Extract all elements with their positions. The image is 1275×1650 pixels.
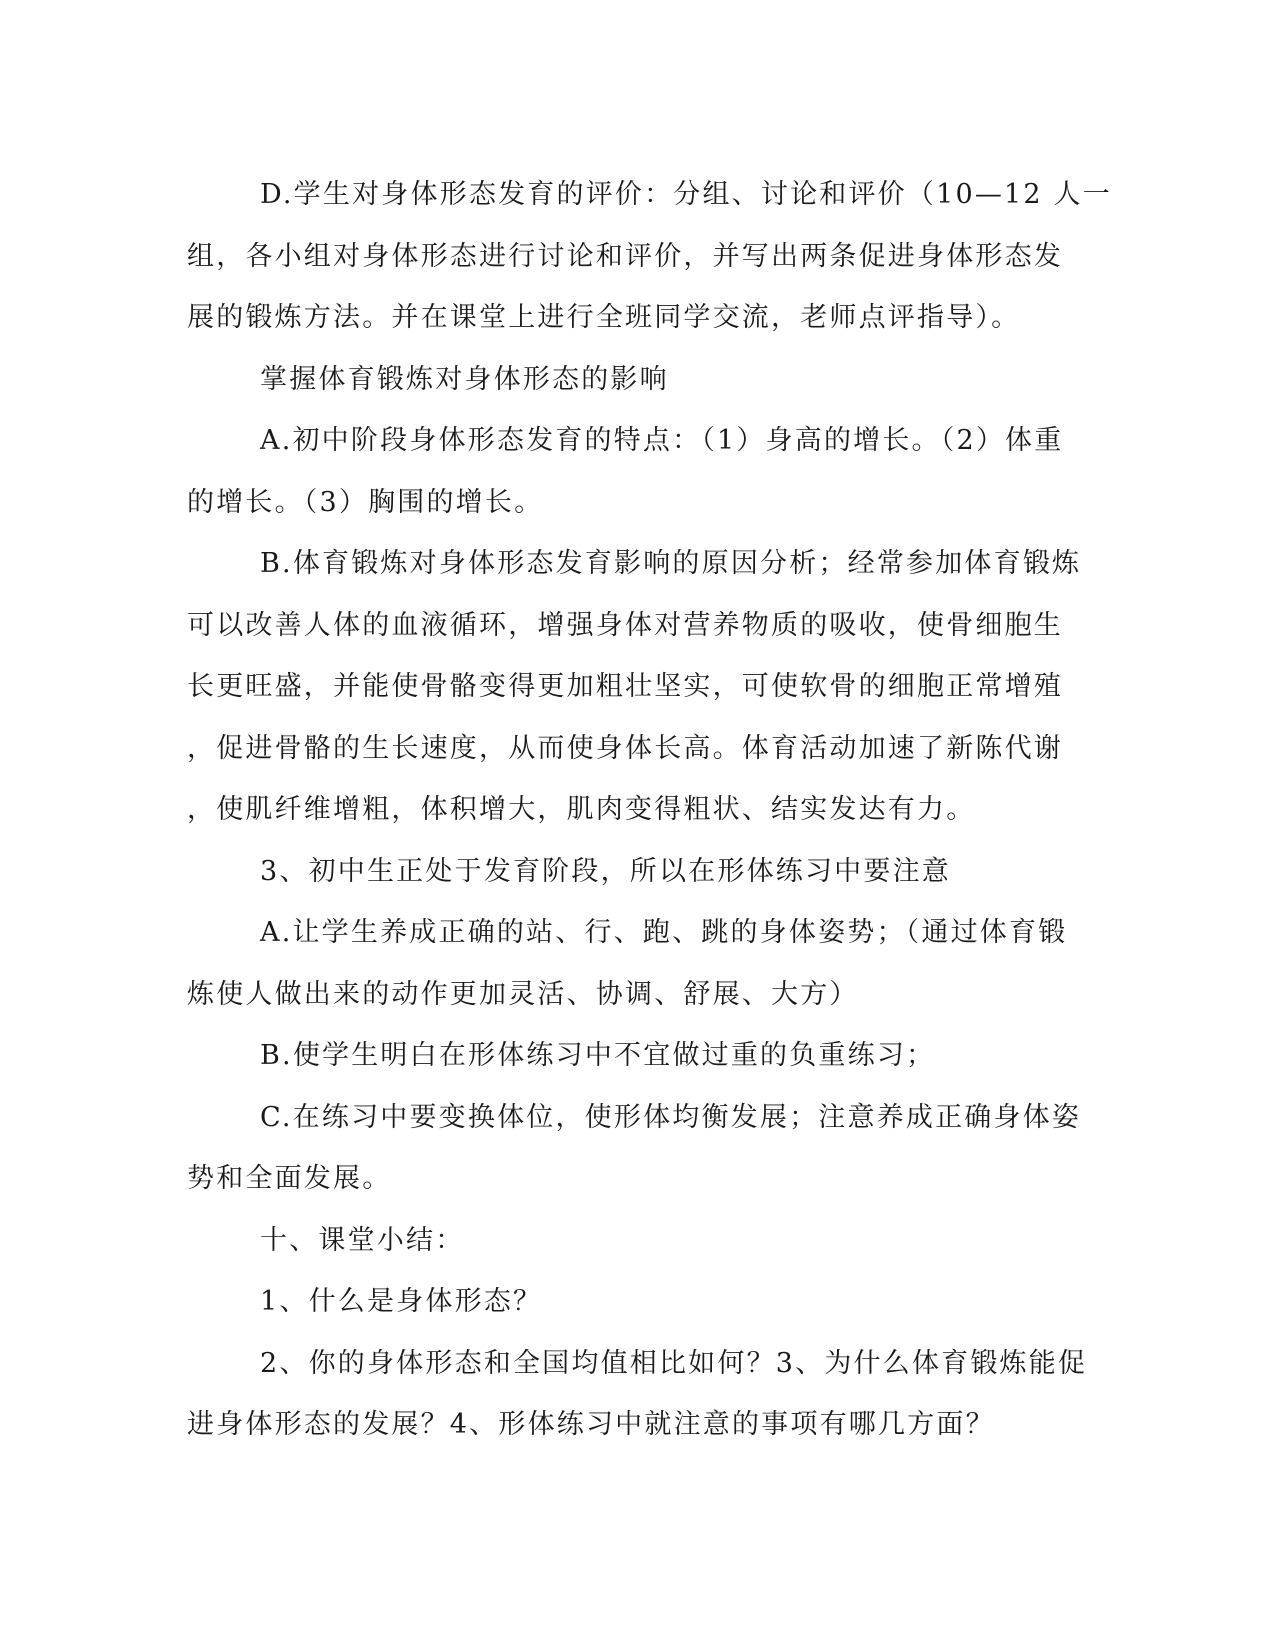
text-line: A.让学生养成正确的站、行、跑、跳的身体姿势；（通过体育锻 [260, 917, 1068, 948]
text-line: 进身体形态的发展？4、形体练习中就注意的事项有哪几方面？ [187, 1409, 995, 1440]
text-line: 1、什么是身体形态？ [260, 1286, 543, 1317]
text-line: 组，各小组对身体形态进行讨论和评价，并写出两条促进身体形态发 [187, 240, 1063, 272]
text-line: 2、你的身体形态和全国均值相比如何？3、为什么体育锻炼能促 [260, 1347, 1088, 1379]
text-line: B.使学生明白在形体练习中不宜做过重的负重练习； [260, 1040, 936, 1071]
text-line: 3、初中生正处于发育阶段，所以在形体练习中要注意 [260, 855, 951, 887]
text-line: ，使肌纤维增粗，体积增大，肌肉变得粗状、结实发达有力。 [187, 794, 976, 825]
text-line: C.在练习中要变换体位，使形体均衡发展；注意养成正确身体姿 [260, 1101, 1082, 1133]
text-line: 的增长。（3）胸围的增长。 [187, 486, 544, 518]
text-line: 炼使人做出来的动作更加灵活、协调、舒展、大方） [187, 978, 859, 1010]
text-line: 长更旺盛，并能使骨骼变得更加粗壮坚实，可使软骨的细胞正常增殖 [187, 671, 1063, 702]
text-line: 十、课堂小结： [260, 1224, 465, 1256]
text-line: 展的锻炼方法。并在课堂上进行全班同学交流，老师点评指导）。 [187, 302, 1021, 333]
text-line: B.体育锻炼对身体形态发育影响的原因分析；经常参加体育锻炼 [260, 548, 1082, 579]
text-line: 可以改善人体的血液循环，增强身体对营养物质的吸收，使骨细胞生 [187, 609, 1063, 641]
text-line: 势和全面发展。 [187, 1163, 392, 1194]
text-line: A.初中阶段身体形态发育的特点：（1）身高的增长。（2）体重 [260, 425, 1064, 456]
document-body [187, 164, 1112, 1456]
text-line: ，促进骨骼的生长速度，从而使身体长高。体育活动加速了新陈代谢 [187, 732, 1063, 764]
text-line: 掌握体育锻炼对身体形态的影响 [260, 363, 669, 395]
text-line: D.学生对身体形态发育的评价：分组、讨论和评价（10—12 人一 [260, 179, 1112, 210]
